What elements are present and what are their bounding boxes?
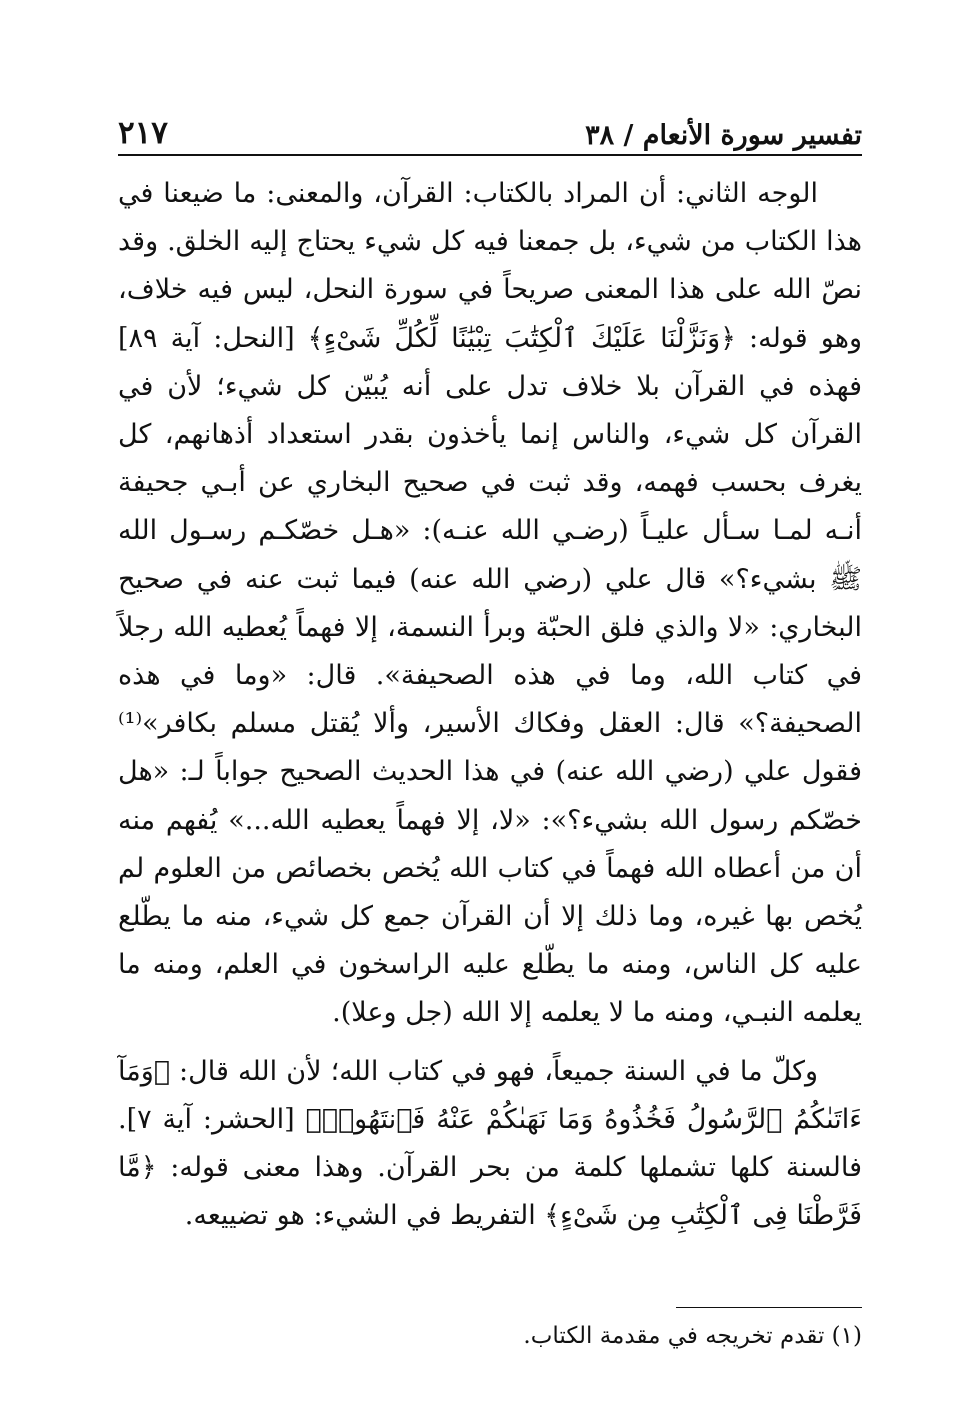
page-body — [118, 170, 862, 1240]
header-divider — [118, 154, 862, 156]
footnote-divider — [676, 1307, 862, 1308]
page-number: ٢١٧ — [118, 115, 168, 151]
running-title: تفسير سورة الأنعام / ٣٨ — [585, 120, 862, 151]
page-header — [118, 103, 862, 149]
paragraph-2: وكلّ ما في السنة جميعاً، فهو في كتاب الله؛ لأن الله قال: ﴿وَمَآ ءَاتَىٰكُمُ ٱلرَّسُولُ فَخُذُوهُ وَمَا نَهَىٰكُمْ عَنْهُ فَٱنتَهُوا۟﴾ [الحشر: آية ٧]. فالسنة كلها تشملها كلمة من بحر القرآن. وهذا معنى قوله: ﴿مَّا فَرَّطْنَا فِى ٱلْكِتَٰبِ مِن شَىْءٍ﴾ التفريط في الشيء: هو تضييعه. — [118, 1055, 862, 1232]
footnote: (١) تقدم تخريجه في مقدمة الكتاب. — [523, 1323, 862, 1349]
paragraph-1: الوجه الثاني: أن المراد بالكتاب: القرآن، والمعنى: ما ضيعنا في هذا الكتاب من شيء، بل جمعنا فيه كل شيء يحتاج إليه الخلق. وقد نصّ الله على هذا المعنى صريحاً في سورة النحل، ليس فيه خلاف، وهو قوله: ﴿وَنَزَّلْنَا عَلَيْكَ ٱلْكِتَٰبَ تِبْيَٰنًا لِّكُلِّ شَىْءٍ﴾ [النحل: آية ٨٩] فهذه في القرآن بلا خلاف تدل على أنه يُبيّن كل شيء؛ لأن في القرآن كل شيء، والناس إنما يأخذون بقدر استعداد أذهانهم، كل يغرف بحسب فهمه، وقد ثبت في صحيح البخاري عن أبـي جحيفة أنـه لمـا سـأل عليـاً (رضـي الله عنـه): «هـل خصّكـم رسـول الله ﷺ بشيء؟» قال علي (رضي الله عنه) فيما ثبت عنه في صحيح البخاري: «لا والذي فلق الحبّة وبرأ النسمة، إلا فهماً يُعطيه الله رجلاً في كتاب الله، وما في هذه الصحيفة». قال: «وما في هذه الصحيفة؟» قال: العقل وفكاك الأسير، وألا يُقتل مسلم بكافر»⁽¹⁾ فقول علي (رضي الله عنه) في هذا الحديث الصحيح جواباً لـ: «هل خصّكم رسول الله بشيء؟»: «لا، إلا فهماً يعطيه الله...» يُفهم منه أن من أعطاه الله فهماً في كتاب الله يُخص بخصائص من العلوم لم يُخص بها غيره، وما ذلك إلا أن القرآن جمع كل شيء، منه ما يطّلع عليه كل الناس، ومنه ما يطّلع عليه الراسخون في العلم، ومنه ما يعلمه النبـي، ومنه ما لا يعلمه إلا الله (جل وعلا). — [118, 178, 862, 1029]
